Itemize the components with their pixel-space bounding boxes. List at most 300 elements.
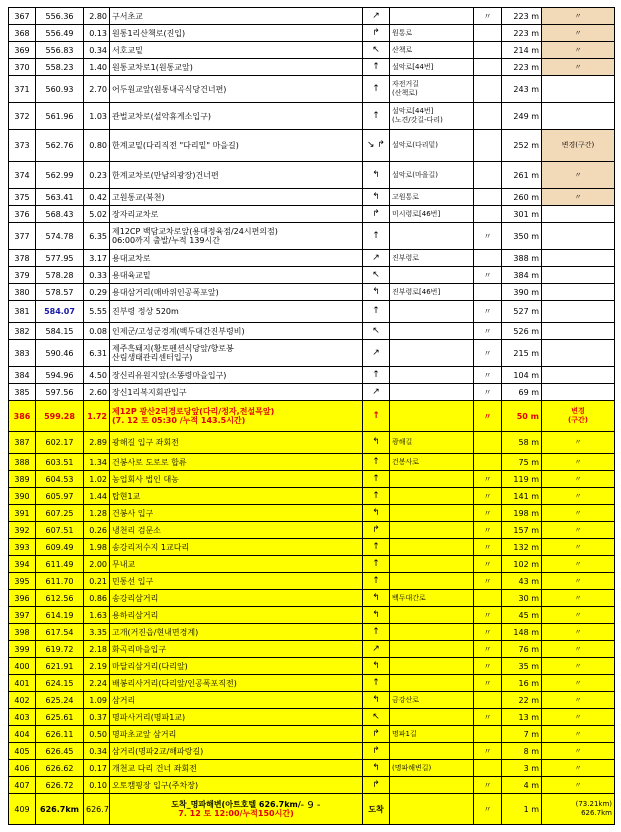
- altitude: 214 m: [502, 42, 542, 59]
- row-number: 375: [9, 189, 36, 206]
- cumulative-km: 611.70: [36, 573, 84, 590]
- place-name: 건봉사 입구: [110, 505, 363, 522]
- altitude: 249 m: [502, 103, 542, 130]
- segment-distance: 0.33: [84, 267, 110, 284]
- direction-arrow: ↘ ↱: [363, 130, 390, 162]
- altitude: 3 m: [502, 760, 542, 777]
- altitude: 252 m: [502, 130, 542, 162]
- road-name: [390, 323, 474, 340]
- place-name: 제주흑돼지(황토펜션식당앞/향로봉 산림생태관리센터입구): [110, 340, 363, 367]
- place-name: 한계교차로(만남의광장)건너편: [110, 162, 363, 189]
- same-mark: 〃: [474, 624, 502, 641]
- same-mark: 〃: [474, 675, 502, 692]
- segment-distance: 2.89: [84, 432, 110, 454]
- road-name: 설악로(마을길): [390, 162, 474, 189]
- altitude: 102 m: [502, 556, 542, 573]
- road-name: 광해길: [390, 432, 474, 454]
- route-row: [9, 556, 615, 573]
- route-table: [8, 7, 615, 825]
- note: 〃: [542, 162, 615, 189]
- altitude: 215 m: [502, 340, 542, 367]
- place-name: 광해길 입구 좌회전: [110, 432, 363, 454]
- row-number: 383: [9, 340, 36, 367]
- cumulative-km: 574.78: [36, 223, 84, 250]
- place-name: 용대삼거리(매바위인공폭포앞): [110, 284, 363, 301]
- direction-arrow: ↗: [363, 340, 390, 367]
- altitude: 301 m: [502, 206, 542, 223]
- road-name: [390, 522, 474, 539]
- direction-arrow: ↰: [363, 162, 390, 189]
- row-number: 403: [9, 709, 36, 726]
- road-name: [390, 401, 474, 432]
- same-mark: 〃: [474, 556, 502, 573]
- cumulative-km: 577.95: [36, 250, 84, 267]
- segment-distance: 0.23: [84, 162, 110, 189]
- row-number: 404: [9, 726, 36, 743]
- segment-distance: 0.26: [84, 522, 110, 539]
- altitude: 58 m: [502, 432, 542, 454]
- altitude: 260 m: [502, 189, 542, 206]
- road-name: 명파1길: [390, 726, 474, 743]
- place-name: 서호교밑: [110, 42, 363, 59]
- row-number: 399: [9, 641, 36, 658]
- segment-distance: 6.35: [84, 223, 110, 250]
- direction-arrow: ↰: [363, 284, 390, 301]
- note: 〃: [542, 42, 615, 59]
- segment-distance: 1.40: [84, 59, 110, 76]
- altitude: 350 m: [502, 223, 542, 250]
- same-mark: 〃: [474, 367, 502, 384]
- altitude: 198 m: [502, 505, 542, 522]
- row-number: 401: [9, 675, 36, 692]
- cumulative-km: 590.46: [36, 340, 84, 367]
- final-place-line1: 도착_명파해변(아트호텔 626.7km/: [171, 800, 301, 809]
- route-row: [9, 488, 615, 505]
- road-name: [390, 641, 474, 658]
- route-row: [9, 323, 615, 340]
- note: [542, 250, 615, 267]
- segment-distance: 1.63: [84, 607, 110, 624]
- note: 〃: [542, 522, 615, 539]
- direction-arrow: ↰: [363, 692, 390, 709]
- segment-distance: 0.50: [84, 726, 110, 743]
- place-name: 제12P 광산2리경로당앞(다리/정자,전설목앞) (7. 12 토 05:30 /누적 143.5시간): [110, 401, 363, 432]
- same-mark: 〃: [474, 488, 502, 505]
- cumulative-km: 584.07: [36, 301, 84, 323]
- direction-arrow: ↱: [363, 743, 390, 760]
- road-name: 백두대간로: [390, 590, 474, 607]
- segment-distance: 1.03: [84, 103, 110, 130]
- altitude: 50 m: [502, 401, 542, 432]
- cumulative-km: 562.76: [36, 130, 84, 162]
- note: [542, 103, 615, 130]
- note: 〃: [542, 189, 615, 206]
- cumulative-km: 619.72: [36, 641, 84, 658]
- direction-arrow: ↱: [363, 522, 390, 539]
- road-name: 진부령로: [390, 250, 474, 267]
- note: 〃: [542, 692, 615, 709]
- same-mark: 〃: [474, 505, 502, 522]
- cumulative-km: 556.36: [36, 8, 84, 25]
- place-name: 삼거리(명파2교/해파랑길): [110, 743, 363, 760]
- direction-arrow: ↖: [363, 323, 390, 340]
- direction-arrow: ↗: [363, 8, 390, 25]
- road-name: [390, 573, 474, 590]
- place-name: 인제군/고성군경계(백두대간진부령비): [110, 323, 363, 340]
- note: 〃: [542, 675, 615, 692]
- same-mark: [474, 760, 502, 777]
- altitude: 223 m: [502, 59, 542, 76]
- row-number: 393: [9, 539, 36, 556]
- cumulative-km: 617.54: [36, 624, 84, 641]
- altitude: 4 m: [502, 777, 542, 794]
- place-name: 진부령 정상 520m: [110, 301, 363, 323]
- same-mark: [474, 284, 502, 301]
- row-number: 387: [9, 432, 36, 454]
- direction-arrow: ↑: [363, 76, 390, 103]
- cumulative-km: 597.56: [36, 384, 84, 401]
- place-name: 고개(거진읍/현내면경계): [110, 624, 363, 641]
- same-mark: 〃: [474, 384, 502, 401]
- road-name: 원통로: [390, 25, 474, 42]
- altitude: 30 m: [502, 590, 542, 607]
- row-number: 384: [9, 367, 36, 384]
- route-row: [9, 590, 615, 607]
- row-number: 397: [9, 607, 36, 624]
- segment-distance: 2.60: [84, 384, 110, 401]
- cumulative-km: 624.15: [36, 675, 84, 692]
- row-number: 369: [9, 42, 36, 59]
- direction-arrow: ↑: [363, 301, 390, 323]
- altitude: 104 m: [502, 367, 542, 384]
- same-mark: [474, 454, 502, 471]
- same-mark: 〃: [474, 539, 502, 556]
- direction-arrow: ↑: [363, 556, 390, 573]
- cumulative-km: 578.57: [36, 284, 84, 301]
- direction-arrow: ↰: [363, 590, 390, 607]
- direction-arrow: ↖: [363, 709, 390, 726]
- place-name: 용하리삼거리: [110, 607, 363, 624]
- road-name: [390, 658, 474, 675]
- note: [542, 340, 615, 367]
- row-number: 374: [9, 162, 36, 189]
- same-mark: [474, 25, 502, 42]
- segment-distance: 0.42: [84, 189, 110, 206]
- place-name: 삼거리: [110, 692, 363, 709]
- route-row: [9, 59, 615, 76]
- route-row: [9, 42, 615, 59]
- road-name: [390, 301, 474, 323]
- note: 〃: [542, 641, 615, 658]
- row-number: 407: [9, 777, 36, 794]
- route-row: [9, 103, 615, 130]
- route-row: [9, 189, 615, 206]
- row-number: 370: [9, 59, 36, 76]
- same-mark: [474, 206, 502, 223]
- route-row: [9, 130, 615, 162]
- place-name: 용대교차로: [110, 250, 363, 267]
- note: 〃: [542, 488, 615, 505]
- row-number: 386: [9, 401, 36, 432]
- place-name: 장신1리복지회관입구: [110, 384, 363, 401]
- road-name: [390, 367, 474, 384]
- place-name: 명파초교앞 삼거리: [110, 726, 363, 743]
- altitude: 132 m: [502, 539, 542, 556]
- segment-distance: 1.98: [84, 539, 110, 556]
- row-number: 402: [9, 692, 36, 709]
- segment-distance: 0.34: [84, 42, 110, 59]
- place-name: 구서초교: [110, 8, 363, 25]
- route-row: [9, 284, 615, 301]
- segment-distance: 1.34: [84, 454, 110, 471]
- note: [542, 223, 615, 250]
- segment-distance: 1.28: [84, 505, 110, 522]
- direction-arrow: ↰: [363, 760, 390, 777]
- segment-distance: 3.17: [84, 250, 110, 267]
- cumulative-km: 625.61: [36, 709, 84, 726]
- row-number: 372: [9, 103, 36, 130]
- altitude: 22 m: [502, 692, 542, 709]
- note: 〃: [542, 25, 615, 42]
- road-name: [390, 340, 474, 367]
- segment-distance: 0.21: [84, 573, 110, 590]
- same-mark: 〃: [474, 267, 502, 284]
- road-name: 진부령로[46번]: [390, 284, 474, 301]
- altitude: 75 m: [502, 454, 542, 471]
- road-name: [390, 743, 474, 760]
- altitude: 261 m: [502, 162, 542, 189]
- altitude: 7 m: [502, 726, 542, 743]
- row-number: 380: [9, 284, 36, 301]
- road-name: [390, 223, 474, 250]
- row-number: 396: [9, 590, 36, 607]
- place-name: 고원통교(북천): [110, 189, 363, 206]
- cumulative-km: 568.43: [36, 206, 84, 223]
- altitude: 69 m: [502, 384, 542, 401]
- final-altitude: 1 m: [502, 794, 542, 825]
- altitude: 43 m: [502, 573, 542, 590]
- place-name: 원통1리산책로(진입): [110, 25, 363, 42]
- altitude: 141 m: [502, 488, 542, 505]
- row-number: 381: [9, 301, 36, 323]
- cumulative-km: 611.49: [36, 556, 84, 573]
- place-name: 민통선 입구: [110, 573, 363, 590]
- cumulative-km: 605.97: [36, 488, 84, 505]
- note: [542, 384, 615, 401]
- route-row: [9, 675, 615, 692]
- route-row: [9, 505, 615, 522]
- place-name: 냉천리 검문소: [110, 522, 363, 539]
- same-mark: 〃: [474, 8, 502, 25]
- note: 〃: [542, 59, 615, 76]
- note: [542, 301, 615, 323]
- road-name: 설악로[44번] (노견/갓길-다리): [390, 103, 474, 130]
- place-name: 개천교 다리 건너 좌회전: [110, 760, 363, 777]
- road-name: 설악로(다리밑): [390, 130, 474, 162]
- route-row: [9, 692, 615, 709]
- direction-arrow: ↰: [363, 658, 390, 675]
- altitude: 157 m: [502, 522, 542, 539]
- cumulative-km: 561.96: [36, 103, 84, 130]
- row-number: 400: [9, 658, 36, 675]
- same-mark: 〃: [474, 223, 502, 250]
- row-number: 385: [9, 384, 36, 401]
- final-place-line2: 7. 12 토 12:00/누적150시간): [178, 809, 294, 818]
- row-number: 373: [9, 130, 36, 162]
- road-name: [390, 709, 474, 726]
- segment-distance: 1.02: [84, 471, 110, 488]
- place-name: 송강리저수지 1교다리: [110, 539, 363, 556]
- cumulative-km: 607.51: [36, 522, 84, 539]
- route-row: [9, 607, 615, 624]
- route-row: [9, 777, 615, 794]
- cumulative-km: 626.11: [36, 726, 84, 743]
- cumulative-km: 626.72: [36, 777, 84, 794]
- segment-distance: 5.02: [84, 206, 110, 223]
- route-row: [9, 432, 615, 454]
- same-mark: 〃: [474, 340, 502, 367]
- row-number: 378: [9, 250, 36, 267]
- place-name: 장자리교차로: [110, 206, 363, 223]
- cumulative-km: 560.93: [36, 76, 84, 103]
- same-mark: [474, 42, 502, 59]
- direction-arrow: ↰: [363, 505, 390, 522]
- direction-arrow: ↑: [363, 401, 390, 432]
- same-mark: [474, 590, 502, 607]
- final-distance: 626.7: [84, 794, 110, 825]
- note: 〃: [542, 432, 615, 454]
- route-row: [9, 454, 615, 471]
- road-name: [390, 267, 474, 284]
- cumulative-km: 621.91: [36, 658, 84, 675]
- cumulative-km: 556.83: [36, 42, 84, 59]
- same-mark: 〃: [474, 607, 502, 624]
- same-mark: [474, 250, 502, 267]
- row-number: 389: [9, 471, 36, 488]
- page-number: - 9 -: [300, 800, 321, 811]
- cumulative-km: 558.23: [36, 59, 84, 76]
- route-table-body: [9, 8, 615, 794]
- road-name: [390, 777, 474, 794]
- row-number: 405: [9, 743, 36, 760]
- cumulative-km: 584.15: [36, 323, 84, 340]
- direction-arrow: ↱: [363, 726, 390, 743]
- same-mark: [474, 432, 502, 454]
- segment-distance: 1.72: [84, 401, 110, 432]
- cumulative-km: 609.49: [36, 539, 84, 556]
- same-mark: 〃: [474, 573, 502, 590]
- place-name: 제12CP 백담교차로앞(용대정육점/24시편의점) 06:00까지 출발/누적 139시간: [110, 223, 363, 250]
- route-row: [9, 709, 615, 726]
- altitude: 223 m: [502, 8, 542, 25]
- altitude: 384 m: [502, 267, 542, 284]
- note: [542, 206, 615, 223]
- cumulative-km: 612.56: [36, 590, 84, 607]
- altitude: 16 m: [502, 675, 542, 692]
- note: 〃: [542, 539, 615, 556]
- direction-arrow: ↖: [363, 42, 390, 59]
- direction-arrow: ↱: [363, 206, 390, 223]
- road-name: [390, 624, 474, 641]
- final-note: (73.21km) 626.7km: [542, 794, 615, 825]
- route-row: [9, 471, 615, 488]
- segment-distance: 0.08: [84, 323, 110, 340]
- place-name: 탑현1교: [110, 488, 363, 505]
- cumulative-km: 563.41: [36, 189, 84, 206]
- direction-arrow: ↱: [363, 777, 390, 794]
- cumulative-km: 625.24: [36, 692, 84, 709]
- altitude: 526 m: [502, 323, 542, 340]
- note: [542, 323, 615, 340]
- route-row: [9, 267, 615, 284]
- route-row: [9, 401, 615, 432]
- row-number: 382: [9, 323, 36, 340]
- direction-arrow: ↑: [363, 367, 390, 384]
- route-row: [9, 162, 615, 189]
- same-mark: 〃: [474, 658, 502, 675]
- same-mark: [474, 692, 502, 709]
- same-mark: [474, 189, 502, 206]
- route-row: [9, 760, 615, 777]
- direction-arrow: ↑: [363, 573, 390, 590]
- row-number: 388: [9, 454, 36, 471]
- road-name: [390, 539, 474, 556]
- place-name: 관벌교차로(설악휴게소입구): [110, 103, 363, 130]
- road-name: [390, 488, 474, 505]
- altitude: 45 m: [502, 607, 542, 624]
- altitude: 388 m: [502, 250, 542, 267]
- segment-distance: 0.10: [84, 777, 110, 794]
- segment-distance: 2.18: [84, 641, 110, 658]
- segment-distance: 0.13: [84, 25, 110, 42]
- same-mark: [474, 76, 502, 103]
- same-mark: 〃: [474, 743, 502, 760]
- route-row: [9, 539, 615, 556]
- altitude: 223 m: [502, 25, 542, 42]
- road-name: 미시령로[46번]: [390, 206, 474, 223]
- route-row: [9, 624, 615, 641]
- direction-arrow: ↑: [363, 675, 390, 692]
- segment-distance: 4.50: [84, 367, 110, 384]
- note: 〃: [542, 590, 615, 607]
- route-row: [9, 206, 615, 223]
- final-no: 409: [9, 794, 36, 825]
- altitude: 390 m: [502, 284, 542, 301]
- segment-distance: 0.34: [84, 743, 110, 760]
- final-km: 626.7km: [36, 794, 84, 825]
- final-arrival: 도착: [363, 794, 390, 825]
- row-number: 371: [9, 76, 36, 103]
- segment-distance: 2.80: [84, 8, 110, 25]
- cumulative-km: 604.53: [36, 471, 84, 488]
- row-number: 377: [9, 223, 36, 250]
- road-name: 설악로[44번]: [390, 59, 474, 76]
- row-number: 406: [9, 760, 36, 777]
- note: [542, 367, 615, 384]
- place-name: 명파사거리(명파1교): [110, 709, 363, 726]
- route-row: [9, 658, 615, 675]
- route-row: [9, 384, 615, 401]
- note: 〃: [542, 607, 615, 624]
- place-name: 건봉사로 도로로 합류: [110, 454, 363, 471]
- note: 〃: [542, 777, 615, 794]
- road-name: 자전거길 (산책로): [390, 76, 474, 103]
- road-name: 금강산로: [390, 692, 474, 709]
- row-number: 390: [9, 488, 36, 505]
- same-mark: 〃: [474, 401, 502, 432]
- direction-arrow: ↗: [363, 384, 390, 401]
- same-mark: 〃: [474, 641, 502, 658]
